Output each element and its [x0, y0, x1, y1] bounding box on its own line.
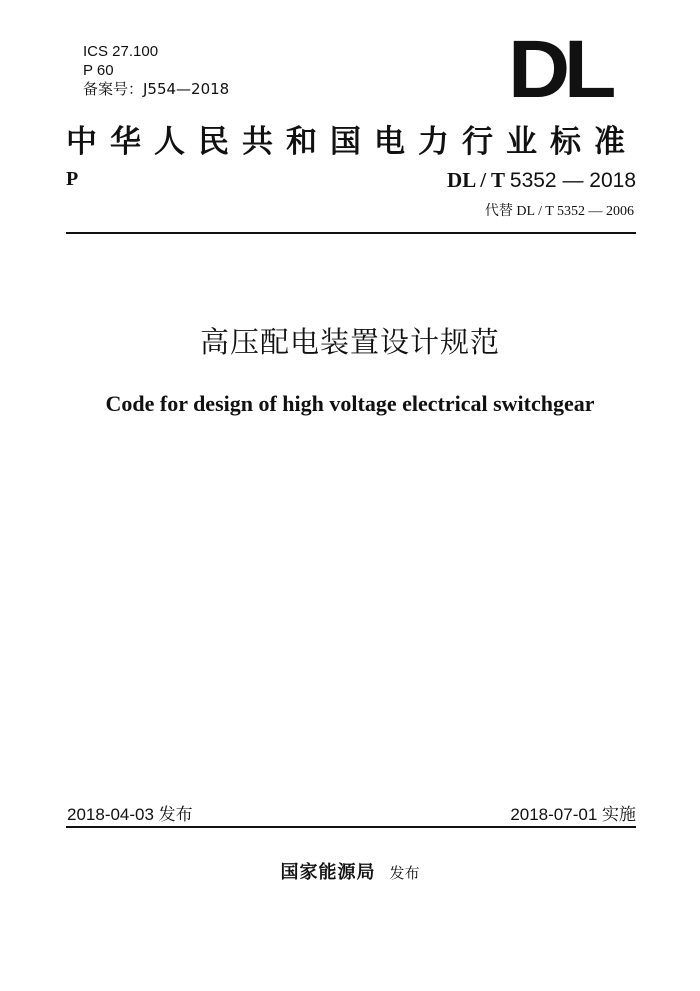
category-code: P 60 [83, 62, 114, 79]
standard-number-prefix: DL / T [447, 168, 510, 192]
filing-number: 备案号：J554—2018 [83, 80, 230, 98]
top-divider [66, 232, 636, 234]
ics-block [83, 42, 229, 99]
title-chinese: 高压配电装置设计规范 [199, 325, 500, 359]
issue-date: 2018-04-03 发布 [67, 805, 193, 824]
title-english: Code for design of high voltage electrical switchgear [105, 391, 595, 416]
category-letter: P [66, 168, 79, 190]
replaces-standard: 代替 DL / T 5352 — 2006 [484, 204, 634, 219]
publisher-action: 发布 [389, 864, 420, 882]
standard-number-value: 5352 — 2018 [509, 169, 636, 192]
standard-category-name: 中华人民共和国电力行业标准 [66, 124, 638, 160]
dl-logo: DL [508, 24, 611, 115]
implementation-date: 2018-07-01 实施 [510, 805, 636, 824]
publisher-organization: 国家能源局 [280, 862, 376, 883]
bottom-divider [66, 826, 636, 828]
publisher [0, 858, 700, 884]
standard-number [447, 168, 636, 193]
ics-code: ICS 27.100 [83, 43, 159, 60]
